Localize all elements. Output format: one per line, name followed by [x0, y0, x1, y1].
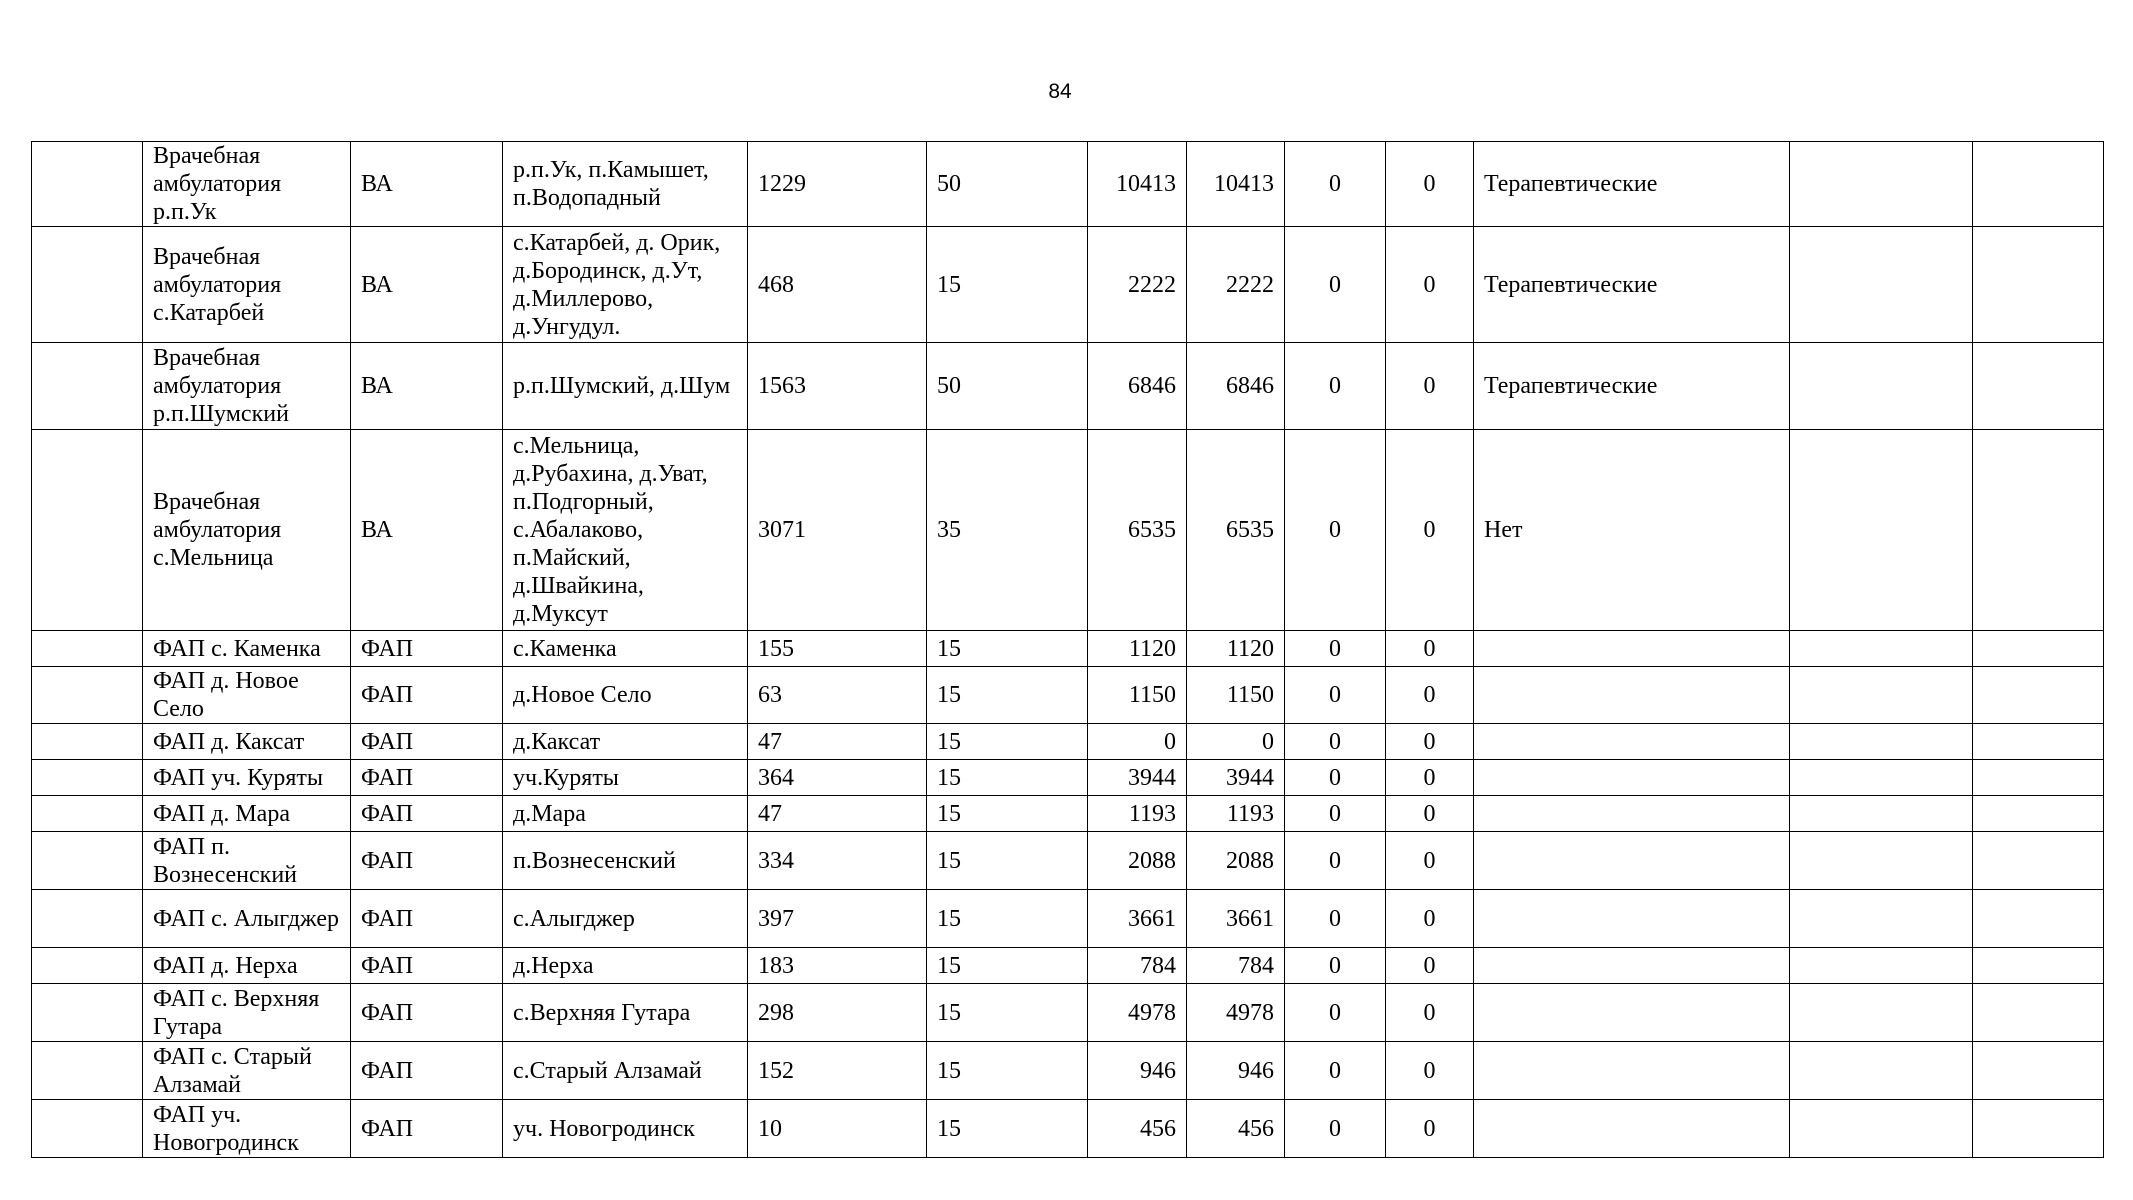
distance-cell: 15: [927, 796, 1088, 832]
empty-cell: [32, 227, 143, 343]
beds-profile-cell: [1474, 724, 1790, 760]
value-3-cell: 0: [1285, 984, 1386, 1042]
settlements-cell: п.Вознесенский: [503, 832, 748, 890]
empty-cell: [1973, 796, 2104, 832]
population-cell: 47: [748, 796, 927, 832]
value-4-cell: 0: [1386, 832, 1474, 890]
distance-cell: 15: [927, 227, 1088, 343]
empty-cell: [1973, 984, 2104, 1042]
value-4-cell: 0: [1386, 724, 1474, 760]
table-row: [32, 1100, 2104, 1158]
value-1-cell: 0: [1088, 724, 1187, 760]
facilities-table: [31, 141, 2104, 1158]
value-3-cell: 0: [1285, 343, 1386, 430]
distance-cell: 15: [927, 724, 1088, 760]
facility-type-cell: ФАП: [351, 832, 503, 890]
facility-type-cell: ВА: [351, 343, 503, 430]
facility-name-cell: ФАП с. Каменка: [143, 631, 351, 667]
facility-type-cell: ВА: [351, 227, 503, 343]
settlements-cell: р.п.Ук, п.Камышет, п.Водопадный: [503, 142, 748, 227]
page-number: 84: [1048, 80, 1072, 103]
value-2-cell: 3944: [1187, 760, 1285, 796]
population-cell: 468: [748, 227, 927, 343]
value-3-cell: 0: [1285, 760, 1386, 796]
settlements-cell: уч. Новогродинск: [503, 1100, 748, 1158]
settlements-cell: д.Мара: [503, 796, 748, 832]
table-row: [32, 890, 2104, 948]
facility-type-cell: ФАП: [351, 1100, 503, 1158]
empty-cell: [32, 667, 143, 724]
beds-profile-cell: Терапевтические: [1474, 142, 1790, 227]
empty-cell: [1790, 890, 1973, 948]
facility-type-cell: ВА: [351, 430, 503, 631]
table-row: [32, 430, 2104, 631]
empty-cell: [1790, 343, 1973, 430]
value-2-cell: 784: [1187, 948, 1285, 984]
value-1-cell: 6846: [1088, 343, 1187, 430]
value-3-cell: 0: [1285, 1042, 1386, 1100]
settlements-cell: с.Мельница, д.Рубахина, д.Уват, п.Подгорный, с.Абалаково, п.Майский, д.Швайкина, д.Муксут: [503, 430, 748, 631]
population-cell: 334: [748, 832, 927, 890]
value-4-cell: 0: [1386, 343, 1474, 430]
settlements-cell: д.Нерха: [503, 948, 748, 984]
distance-cell: 15: [927, 832, 1088, 890]
value-3-cell: 0: [1285, 724, 1386, 760]
distance-cell: 15: [927, 1042, 1088, 1100]
value-2-cell: 946: [1187, 1042, 1285, 1100]
value-2-cell: 0: [1187, 724, 1285, 760]
empty-cell: [1973, 430, 2104, 631]
settlements-cell: д.Новое Село: [503, 667, 748, 724]
facility-name-cell: Врачебная амбулатория р.п.Ук: [143, 142, 351, 227]
value-3-cell: 0: [1285, 430, 1386, 631]
value-1-cell: 4978: [1088, 984, 1187, 1042]
empty-cell: [32, 984, 143, 1042]
value-2-cell: 6535: [1187, 430, 1285, 631]
empty-cell: [32, 760, 143, 796]
value-1-cell: 1120: [1088, 631, 1187, 667]
value-3-cell: 0: [1285, 142, 1386, 227]
population-cell: 1229: [748, 142, 927, 227]
table-row: [32, 984, 2104, 1042]
value-3-cell: 0: [1285, 667, 1386, 724]
population-cell: 3071: [748, 430, 927, 631]
distance-cell: 15: [927, 948, 1088, 984]
empty-cell: [1790, 948, 1973, 984]
value-4-cell: 0: [1386, 1042, 1474, 1100]
population-cell: 10: [748, 1100, 927, 1158]
value-3-cell: 0: [1285, 227, 1386, 343]
distance-cell: 15: [927, 667, 1088, 724]
facility-name-cell: ФАП с. Верхняя Гутара: [143, 984, 351, 1042]
beds-profile-cell: [1474, 1100, 1790, 1158]
population-cell: 1563: [748, 343, 927, 430]
facility-name-cell: ФАП с. Алыгджер: [143, 890, 351, 948]
value-2-cell: 1150: [1187, 667, 1285, 724]
population-cell: 152: [748, 1042, 927, 1100]
facility-name-cell: ФАП д. Каксат: [143, 724, 351, 760]
value-3-cell: 0: [1285, 796, 1386, 832]
facility-type-cell: ФАП: [351, 984, 503, 1042]
empty-cell: [32, 142, 143, 227]
value-2-cell: 3661: [1187, 890, 1285, 948]
facility-type-cell: ВА: [351, 142, 503, 227]
value-4-cell: 0: [1386, 631, 1474, 667]
empty-cell: [1790, 227, 1973, 343]
facility-name-cell: Врачебная амбулатория с.Катарбей: [143, 227, 351, 343]
empty-cell: [32, 948, 143, 984]
value-2-cell: 10413: [1187, 142, 1285, 227]
distance-cell: 15: [927, 760, 1088, 796]
distance-cell: 15: [927, 984, 1088, 1042]
table-row: [32, 948, 2104, 984]
facility-type-cell: ФАП: [351, 724, 503, 760]
value-1-cell: 1150: [1088, 667, 1187, 724]
empty-cell: [32, 343, 143, 430]
facility-type-cell: ФАП: [351, 1042, 503, 1100]
population-cell: 47: [748, 724, 927, 760]
value-4-cell: 0: [1386, 1100, 1474, 1158]
value-3-cell: 0: [1285, 631, 1386, 667]
empty-cell: [1790, 667, 1973, 724]
empty-cell: [1973, 948, 2104, 984]
table-row: [32, 343, 2104, 430]
value-1-cell: 1193: [1088, 796, 1187, 832]
population-cell: 397: [748, 890, 927, 948]
value-3-cell: 0: [1285, 890, 1386, 948]
settlements-cell: с.Верхняя Гутара: [503, 984, 748, 1042]
beds-profile-cell: [1474, 890, 1790, 948]
population-cell: 63: [748, 667, 927, 724]
facility-name-cell: ФАП уч. Новогродинск: [143, 1100, 351, 1158]
empty-cell: [1973, 1042, 2104, 1100]
value-4-cell: 0: [1386, 890, 1474, 948]
value-1-cell: 456: [1088, 1100, 1187, 1158]
value-1-cell: 3661: [1088, 890, 1187, 948]
value-4-cell: 0: [1386, 430, 1474, 631]
facility-name-cell: Врачебная амбулатория р.п.Шумский: [143, 343, 351, 430]
value-1-cell: 2088: [1088, 832, 1187, 890]
empty-cell: [1973, 1100, 2104, 1158]
table-row: [32, 724, 2104, 760]
empty-cell: [1973, 667, 2104, 724]
beds-profile-cell: [1474, 667, 1790, 724]
distance-cell: 50: [927, 343, 1088, 430]
value-2-cell: 456: [1187, 1100, 1285, 1158]
settlements-cell: с.Каменка: [503, 631, 748, 667]
value-1-cell: 3944: [1088, 760, 1187, 796]
facility-name-cell: ФАП с. Старый Алзамай: [143, 1042, 351, 1100]
value-3-cell: 0: [1285, 1100, 1386, 1158]
empty-cell: [1790, 724, 1973, 760]
distance-cell: 15: [927, 1100, 1088, 1158]
empty-cell: [1790, 1042, 1973, 1100]
beds-profile-cell: [1474, 984, 1790, 1042]
beds-profile-cell: [1474, 796, 1790, 832]
settlements-cell: д.Каксат: [503, 724, 748, 760]
table-row: [32, 832, 2104, 890]
value-4-cell: 0: [1386, 796, 1474, 832]
empty-cell: [1790, 631, 1973, 667]
facility-type-cell: ФАП: [351, 796, 503, 832]
population-cell: 298: [748, 984, 927, 1042]
value-4-cell: 0: [1386, 667, 1474, 724]
empty-cell: [1790, 796, 1973, 832]
facility-name-cell: ФАП д. Нерха: [143, 948, 351, 984]
distance-cell: 15: [927, 890, 1088, 948]
value-2-cell: 1193: [1187, 796, 1285, 832]
value-4-cell: 0: [1386, 948, 1474, 984]
table-row: [32, 1042, 2104, 1100]
empty-cell: [1973, 142, 2104, 227]
table-row: [32, 796, 2104, 832]
empty-cell: [1973, 227, 2104, 343]
beds-profile-cell: [1474, 1042, 1790, 1100]
facility-name-cell: ФАП д. Мара: [143, 796, 351, 832]
table-row: [32, 227, 2104, 343]
facility-type-cell: ФАП: [351, 667, 503, 724]
value-1-cell: 6535: [1088, 430, 1187, 631]
value-4-cell: 0: [1386, 984, 1474, 1042]
value-3-cell: 0: [1285, 832, 1386, 890]
empty-cell: [32, 631, 143, 667]
value-2-cell: 2222: [1187, 227, 1285, 343]
beds-profile-cell: Нет: [1474, 430, 1790, 631]
value-1-cell: 784: [1088, 948, 1187, 984]
empty-cell: [32, 724, 143, 760]
empty-cell: [1973, 343, 2104, 430]
empty-cell: [1790, 142, 1973, 227]
empty-cell: [32, 1100, 143, 1158]
value-1-cell: 10413: [1088, 142, 1187, 227]
empty-cell: [1973, 890, 2104, 948]
empty-cell: [32, 796, 143, 832]
beds-profile-cell: Терапевтические: [1474, 343, 1790, 430]
facility-name-cell: Врачебная амбулатория с.Мельница: [143, 430, 351, 631]
distance-cell: 15: [927, 631, 1088, 667]
facility-type-cell: ФАП: [351, 760, 503, 796]
settlements-cell: р.п.Шумский, д.Шум: [503, 343, 748, 430]
population-cell: 183: [748, 948, 927, 984]
value-4-cell: 0: [1386, 142, 1474, 227]
population-cell: 364: [748, 760, 927, 796]
empty-cell: [1790, 430, 1973, 631]
value-1-cell: 2222: [1088, 227, 1187, 343]
value-1-cell: 946: [1088, 1042, 1187, 1100]
value-4-cell: 0: [1386, 760, 1474, 796]
distance-cell: 50: [927, 142, 1088, 227]
facility-name-cell: ФАП д. Новое Село: [143, 667, 351, 724]
empty-cell: [1973, 760, 2104, 796]
table-row: [32, 760, 2104, 796]
distance-cell: 35: [927, 430, 1088, 631]
facility-type-cell: ФАП: [351, 890, 503, 948]
empty-cell: [32, 890, 143, 948]
beds-profile-cell: [1474, 948, 1790, 984]
facility-type-cell: ФАП: [351, 948, 503, 984]
empty-cell: [32, 832, 143, 890]
empty-cell: [1790, 832, 1973, 890]
facility-name-cell: ФАП уч. Куряты: [143, 760, 351, 796]
facility-name-cell: ФАП п. Вознесенский: [143, 832, 351, 890]
settlements-cell: с.Катарбей, д. Орик, д.Бородинск, д.Ут, д.Миллерово, д.Унгудул.: [503, 227, 748, 343]
settlements-cell: с.Старый Алзамай: [503, 1042, 748, 1100]
population-cell: 155: [748, 631, 927, 667]
table-row: [32, 142, 2104, 227]
facility-type-cell: ФАП: [351, 631, 503, 667]
empty-cell: [1973, 631, 2104, 667]
value-2-cell: 2088: [1187, 832, 1285, 890]
empty-cell: [1973, 832, 2104, 890]
empty-cell: [1790, 984, 1973, 1042]
value-2-cell: 6846: [1187, 343, 1285, 430]
value-4-cell: 0: [1386, 227, 1474, 343]
table-row: [32, 631, 2104, 667]
settlements-cell: с.Алыгджер: [503, 890, 748, 948]
value-3-cell: 0: [1285, 948, 1386, 984]
empty-cell: [32, 1042, 143, 1100]
empty-cell: [1790, 760, 1973, 796]
empty-cell: [32, 430, 143, 631]
beds-profile-cell: [1474, 760, 1790, 796]
beds-profile-cell: Терапевтические: [1474, 227, 1790, 343]
settlements-cell: уч.Куряты: [503, 760, 748, 796]
beds-profile-cell: [1474, 832, 1790, 890]
value-2-cell: 1120: [1187, 631, 1285, 667]
empty-cell: [1790, 1100, 1973, 1158]
value-2-cell: 4978: [1187, 984, 1285, 1042]
beds-profile-cell: [1474, 631, 1790, 667]
table-row: [32, 667, 2104, 724]
empty-cell: [1973, 724, 2104, 760]
